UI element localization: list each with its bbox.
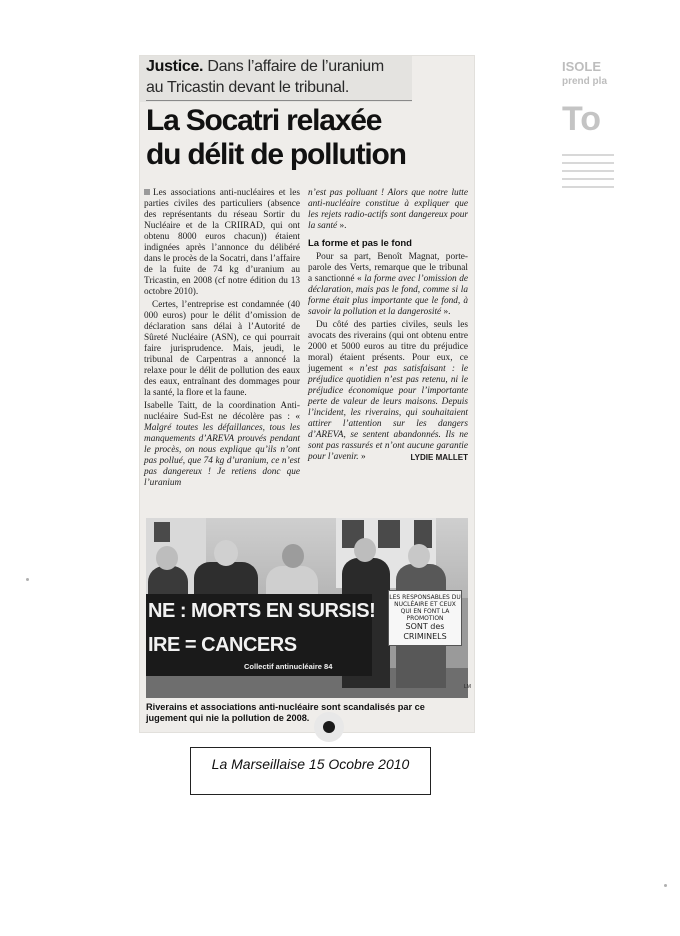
sign-line-1: LES RESPONSABLES DU — [389, 594, 461, 601]
article-kicker — [140, 56, 412, 102]
col1-paragraph-1: Les associations anti-nucléaires et les parties civiles des particuliers (absence des représentants du réseau Sortir du Nucléaire et de la CRIIRAD, qui ont obtenu 8000 euros chacun)) étaient indignées après l’annonce du délibéré dans le procès de la Socatri, dans l’affaire de la fuite de 74 kg d’uranium au Tricastin, en 2008 (cf notre édition du 13 octobre 2010). — [144, 188, 300, 297]
col1-paragraph-2: Certes, l’entreprise est condamnée (40 000 euros) pour le délit d’omission de déclaration sans délai à l’Autorité de Sûreté Nucléaire (ASN), ce qui pourrait faire jurisprudence. Mais, jeudi, le tribunal de Carpentras a annoncé la relaxe pour le délit de pollution des eaux des eaux, entraînant des dommages pour la santé, la flore et la faune. — [144, 300, 300, 398]
headline-line-1: La Socatri relaxée — [146, 104, 382, 137]
col2-paragraph-3: Du côté des parties civiles, seuls les avocats des riverains (qui ont obtenu entre 2000 et 5000 euros au titre du préjudice moral) étaient présents. Pour eux, ce jugement « n’est pas satisfaisant : le préjudice quotidien n’est pas retenu, ni le préjudice économique pour l’importante perte de valeur de leurs maisons. Depuis l’incident, les riverains, qui souhaitaient attirer l’attention sur les dangers d’AREVA, se sentent abandonnés. Ils ne sont pas rassurés et n’ont aucune garantie pour l’avenir. » LYDIE MALLET — [308, 320, 468, 462]
protest-photo — [146, 518, 471, 698]
article-column-1 — [144, 188, 300, 491]
kicker-section: Justice. — [146, 58, 204, 75]
col1-quote: Malgré toutes les défaillances, tous les manquements d’AREVA prouvés pendant le procès, on nous explique qu’ils n’ont pas pollué, que 74 kg d’uranium, ce n’est pas dangereux ! Je retiens donc que l’uranium — [144, 423, 300, 488]
banner-line-2: IRE = CANCERS — [148, 634, 297, 656]
adjacent-article-kicker: ISOLE — [562, 59, 602, 74]
col2-quote-3: n’est pas satisfaisant : le préjudice quotidien n’est pas retenu, ni le préjudice économique pour l’importante perte de valeur de leurs maisons. Depuis l’incident, les riverains, qui souhaitaient attirer l’attention sur les dangers d’AREVA, se sentent abandonnés. Ils ne sont pas rassurés et n’ont aucune garantie pour l’avenir. — [308, 364, 468, 462]
kicker-rule — [146, 100, 412, 101]
author-signature: LYDIE MALLET — [410, 453, 468, 462]
kicker-line-1 — [146, 58, 384, 76]
kicker-text-1: Dans l’affaire de l’uranium — [207, 58, 384, 75]
protester-head — [354, 538, 376, 562]
headline-line-2: du délit de pollution — [146, 138, 406, 171]
col2-quote-1: n’est pas polluant ! Alors que notre lutte anti-nucléaire constitue à expliquer que les rejets radio-actifs sont dangereux pour la santé — [308, 188, 468, 231]
kicker-line-2: au Tricastin devant le tribunal. — [146, 79, 349, 96]
protest-banner — [146, 594, 376, 676]
protester-head — [214, 540, 238, 566]
newspaper-clipping — [140, 56, 608, 732]
protester-head — [282, 544, 304, 568]
col1-paragraph-3: Isabelle Taitt, de la coordination Anti-nucléaire Sud-Est ne décolère pas : « Malgré toutes les défaillances, tous les manquements d’AREVA prouvés pendant le procès, on nous explique qu’ils n’ont pas pollué, que 74 kg d’uranium, ce n’est pas dangereux ! Je retiens donc que l’uranium — [144, 401, 300, 488]
article-column-2 — [308, 188, 468, 465]
sign-line-3: QUI EN FONT LA PROMOTION — [400, 608, 450, 622]
adjacent-article-subline: prend pla — [562, 76, 608, 87]
protester-head — [156, 546, 178, 570]
col2-paragraph-2: Pour sa part, Benoît Magnat, porte-parole des Verts, remarque que le tribunal a sanctionné « la forme avec l’omission de déclaration, mais pas le fond, comme si la forme était plus importante que le fond, à savoir la pollution et la dangerosité ». — [308, 252, 468, 317]
banner-line-1: NE : MORTS EN SURSIS! — [148, 600, 376, 622]
source-label-box — [190, 747, 431, 795]
col2-paragraph-1: n’est pas polluant ! Alors que notre lutte anti-nucléaire constitue à expliquer que les rejets radio-actifs sont dangereux pour la santé ». — [308, 188, 468, 231]
adjacent-article-fragment — [552, 56, 614, 436]
photo-credit: LM — [464, 684, 471, 690]
photo-window — [154, 522, 170, 542]
col2-quote-2: la forme avec l’omission de déclaration, mais pas le fond, comme si la forme était plus importante que le fond, à savoir la pollution et la dangerosité — [308, 274, 468, 317]
sign-line-2: NUCLÉAIRE ET CEUX — [394, 601, 456, 608]
banner-collectif: Collectif antinucléaire 84 — [244, 662, 333, 671]
lead-bullet-icon — [144, 189, 150, 195]
source-label: La Marseillaise 15 Ocobre 2010 — [211, 756, 410, 772]
scan-speck — [26, 578, 29, 581]
scan-speck — [664, 884, 667, 887]
protest-sign — [388, 590, 462, 646]
adjacent-article-text-lines — [562, 148, 614, 194]
sign-line-4: SONT des CRIMINELS — [403, 622, 447, 641]
photo-caption: Riverains et associations anti-nucléaire sont scandalisés par ce jugement qui nie la pollution de 2008. — [146, 702, 425, 723]
photo-window — [378, 520, 400, 548]
adjacent-article-headline: To — [562, 100, 602, 138]
article-subhead: La forme et pas le fond — [308, 238, 412, 249]
protester-head — [408, 544, 430, 568]
